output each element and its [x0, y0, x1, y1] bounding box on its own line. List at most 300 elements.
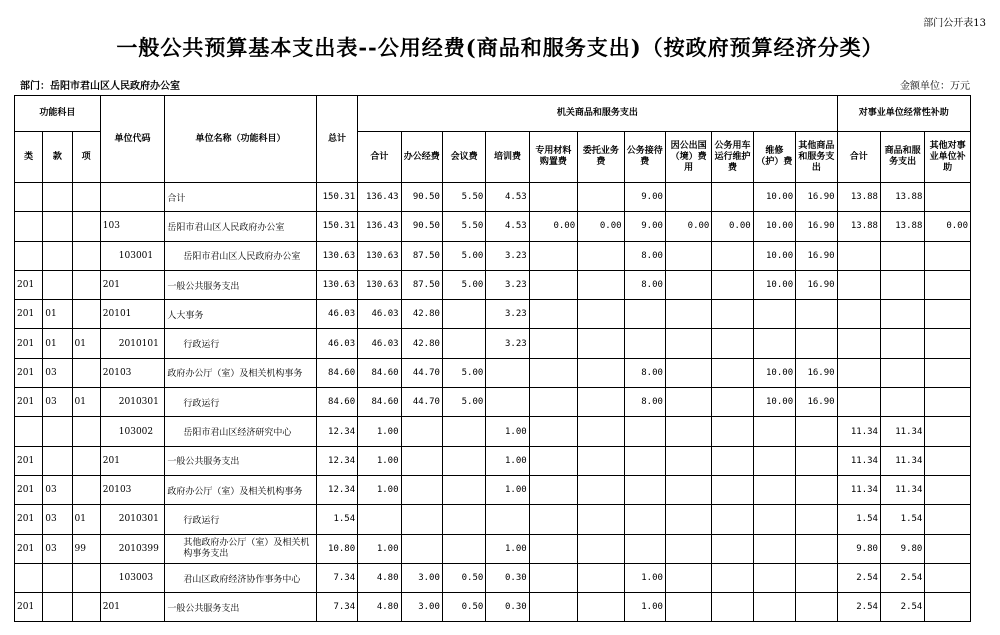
- cell-value: [624, 534, 665, 563]
- cell-name: 行政运行: [165, 388, 316, 417]
- cell-name: 人大事务: [165, 300, 316, 329]
- cell-value: [925, 417, 971, 446]
- cell-value: [529, 534, 577, 563]
- cell-lei: 201: [15, 300, 43, 329]
- cell-value: 4.80: [358, 593, 401, 622]
- cell-value: 10.80: [316, 534, 357, 563]
- cell-value: [486, 388, 529, 417]
- cell-xiang: 99: [72, 534, 100, 563]
- cell-name: 政府办公厅（室）及相关机构事务: [165, 475, 316, 504]
- cell-code: 2010101: [100, 329, 165, 358]
- cell-code: 103002: [100, 417, 165, 446]
- cell-name: 行政运行: [165, 329, 316, 358]
- cell-value: [578, 505, 624, 534]
- cell-value: 4.53: [486, 212, 529, 241]
- cell-value: [753, 417, 795, 446]
- cell-value: 46.03: [316, 300, 357, 329]
- cell-value: 2.54: [880, 563, 924, 592]
- cell-value: [665, 329, 711, 358]
- table-row: [15, 593, 971, 622]
- cell-value: 136.43: [358, 212, 401, 241]
- cell-value: [665, 563, 711, 592]
- cell-value: [624, 329, 665, 358]
- cell-value: [665, 358, 711, 387]
- cell-kuan: [43, 183, 72, 212]
- cell-value: [358, 505, 401, 534]
- cell-value: 2.54: [837, 563, 880, 592]
- cell-value: [401, 446, 442, 475]
- header-col: 培训费: [486, 132, 529, 183]
- cell-value: 16.90: [796, 270, 837, 299]
- cell-value: 16.90: [796, 183, 837, 212]
- table-row: [15, 270, 971, 299]
- cell-kuan: 01: [43, 300, 72, 329]
- header-lei: 类: [15, 132, 43, 183]
- table-row: [15, 475, 971, 504]
- cell-value: 5.00: [442, 358, 485, 387]
- cell-value: [925, 593, 971, 622]
- cell-code: [100, 183, 165, 212]
- cell-value: [529, 505, 577, 534]
- cell-value: [529, 446, 577, 475]
- cell-value: 10.00: [753, 241, 795, 270]
- cell-value: 10.00: [753, 212, 795, 241]
- cell-lei: 201: [15, 593, 43, 622]
- cell-value: [712, 329, 753, 358]
- cell-value: 0.30: [486, 563, 529, 592]
- header-col: 公务用车运行维护费: [712, 132, 753, 183]
- cell-lei: 201: [15, 388, 43, 417]
- header-col: 公务接待费: [624, 132, 665, 183]
- cell-value: 130.63: [316, 241, 357, 270]
- cell-value: 1.54: [880, 505, 924, 534]
- cell-kuan: [43, 446, 72, 475]
- cell-value: [837, 358, 880, 387]
- table-row: [15, 388, 971, 417]
- cell-value: 11.34: [837, 417, 880, 446]
- cell-xiang: [72, 358, 100, 387]
- header-code: 单位代码: [100, 96, 165, 183]
- cell-value: [753, 329, 795, 358]
- cell-value: 130.63: [316, 270, 357, 299]
- cell-code: 103: [100, 212, 165, 241]
- cell-value: [442, 446, 485, 475]
- cell-value: 5.00: [442, 270, 485, 299]
- header-total: 总计: [316, 96, 357, 183]
- cell-value: 1.00: [624, 593, 665, 622]
- cell-kuan: 03: [43, 388, 72, 417]
- cell-code: 20101: [100, 300, 165, 329]
- cell-value: 150.31: [316, 183, 357, 212]
- cell-value: [624, 505, 665, 534]
- cell-value: [796, 446, 837, 475]
- cell-name: 岳阳市君山区经济研究中心: [165, 417, 316, 446]
- header-col: 委托业务费: [578, 132, 624, 183]
- cell-value: 4.80: [358, 563, 401, 592]
- cell-value: [925, 270, 971, 299]
- cell-value: 9.80: [880, 534, 924, 563]
- cell-code: 2010399: [100, 534, 165, 563]
- cell-lei: [15, 212, 43, 241]
- cell-kuan: 01: [43, 329, 72, 358]
- cell-xiang: [72, 212, 100, 241]
- cell-value: 1.00: [358, 446, 401, 475]
- cell-xiang: [72, 241, 100, 270]
- cell-kuan: [43, 270, 72, 299]
- cell-value: 130.63: [358, 270, 401, 299]
- cell-value: 5.50: [442, 212, 485, 241]
- cell-value: 0.00: [529, 212, 577, 241]
- cell-value: [665, 417, 711, 446]
- cell-value: 1.54: [316, 505, 357, 534]
- cell-code: 103003: [100, 563, 165, 592]
- cell-value: 1.00: [358, 475, 401, 504]
- page-title: 一般公共预算基本支出表--公用经费(商品和服务支出)（按政府预算经济分类）: [116, 35, 884, 60]
- cell-name: 一般公共服务支出: [165, 270, 316, 299]
- cell-value: 9.00: [624, 212, 665, 241]
- cell-value: [880, 300, 924, 329]
- cell-value: [925, 475, 971, 504]
- cell-value: [880, 388, 924, 417]
- cell-kuan: 03: [43, 358, 72, 387]
- cell-value: [442, 475, 485, 504]
- header-kuan: 款: [43, 132, 72, 183]
- cell-lei: [15, 241, 43, 270]
- header-jiguan: 机关商品和服务支出: [358, 96, 837, 132]
- cell-value: [712, 563, 753, 592]
- cell-value: 44.70: [401, 388, 442, 417]
- cell-value: [712, 241, 753, 270]
- cell-code: 20103: [100, 475, 165, 504]
- cell-kuan: 03: [43, 534, 72, 563]
- cell-name: 一般公共服务支出: [165, 446, 316, 475]
- cell-value: [796, 417, 837, 446]
- cell-value: [837, 388, 880, 417]
- cell-value: 3.23: [486, 300, 529, 329]
- cell-value: [401, 505, 442, 534]
- cell-value: [880, 270, 924, 299]
- cell-value: [529, 417, 577, 446]
- cell-value: [665, 300, 711, 329]
- cell-value: [925, 241, 971, 270]
- cell-value: 3.00: [401, 593, 442, 622]
- header-col: 因公出国（境）费用: [665, 132, 711, 183]
- cell-value: [578, 475, 624, 504]
- cell-value: [578, 534, 624, 563]
- cell-name: 君山区政府经济协作事务中心: [165, 563, 316, 592]
- cell-value: [796, 475, 837, 504]
- table-number: 部门公开表13: [923, 18, 986, 29]
- cell-value: [753, 563, 795, 592]
- cell-value: [442, 300, 485, 329]
- cell-value: 42.80: [401, 329, 442, 358]
- cell-value: 16.90: [796, 388, 837, 417]
- cell-value: 1.00: [358, 417, 401, 446]
- cell-value: [578, 300, 624, 329]
- cell-value: 0.30: [486, 593, 529, 622]
- cell-code: 20103: [100, 358, 165, 387]
- cell-value: 10.00: [753, 183, 795, 212]
- cell-value: 11.34: [880, 417, 924, 446]
- cell-value: 5.00: [442, 241, 485, 270]
- cell-value: 150.31: [316, 212, 357, 241]
- header-col: 会议费: [442, 132, 485, 183]
- cell-kuan: 03: [43, 475, 72, 504]
- cell-value: [578, 358, 624, 387]
- cell-value: [578, 183, 624, 212]
- cell-value: [796, 329, 837, 358]
- cell-value: 11.34: [880, 446, 924, 475]
- cell-value: [578, 446, 624, 475]
- cell-value: [665, 270, 711, 299]
- cell-value: 46.03: [358, 300, 401, 329]
- cell-value: 44.70: [401, 358, 442, 387]
- cell-xiang: 01: [72, 388, 100, 417]
- cell-value: [624, 475, 665, 504]
- cell-xiang: [72, 475, 100, 504]
- table-row: [15, 183, 971, 212]
- cell-value: [624, 446, 665, 475]
- cell-value: 87.50: [401, 270, 442, 299]
- cell-value: 84.60: [358, 388, 401, 417]
- cell-value: [665, 241, 711, 270]
- cell-value: [712, 183, 753, 212]
- cell-value: 1.00: [486, 475, 529, 504]
- cell-value: [925, 183, 971, 212]
- cell-value: 8.00: [624, 241, 665, 270]
- cell-value: [880, 241, 924, 270]
- cell-lei: 201: [15, 329, 43, 358]
- cell-value: [712, 417, 753, 446]
- cell-value: 11.34: [837, 446, 880, 475]
- cell-value: 46.03: [358, 329, 401, 358]
- cell-value: [665, 183, 711, 212]
- cell-value: [925, 388, 971, 417]
- cell-value: 7.34: [316, 563, 357, 592]
- cell-value: [925, 446, 971, 475]
- cell-value: [753, 505, 795, 534]
- cell-name: 一般公共服务支出: [165, 593, 316, 622]
- header-name: 单位名称（功能科目）: [165, 96, 316, 183]
- cell-lei: 201: [15, 534, 43, 563]
- cell-value: [837, 270, 880, 299]
- table-row: [15, 446, 971, 475]
- cell-value: 4.53: [486, 183, 529, 212]
- cell-value: [925, 505, 971, 534]
- cell-kuan: [43, 241, 72, 270]
- cell-value: 13.88: [837, 212, 880, 241]
- cell-value: [578, 388, 624, 417]
- table-row: [15, 505, 971, 534]
- cell-value: [837, 300, 880, 329]
- cell-value: [665, 475, 711, 504]
- cell-value: [442, 329, 485, 358]
- cell-value: 9.80: [837, 534, 880, 563]
- cell-value: 46.03: [316, 329, 357, 358]
- cell-lei: 201: [15, 505, 43, 534]
- cell-name: 岳阳市君山区人民政府办公室: [165, 241, 316, 270]
- cell-value: [712, 534, 753, 563]
- cell-value: 1.00: [486, 534, 529, 563]
- cell-value: 16.90: [796, 212, 837, 241]
- cell-kuan: [43, 563, 72, 592]
- cell-value: 3.23: [486, 329, 529, 358]
- cell-value: 42.80: [401, 300, 442, 329]
- cell-value: 16.90: [796, 358, 837, 387]
- cell-value: 0.50: [442, 593, 485, 622]
- cell-value: 0.00: [578, 212, 624, 241]
- cell-value: 13.88: [837, 183, 880, 212]
- header-col: 合计: [358, 132, 401, 183]
- cell-value: 12.34: [316, 417, 357, 446]
- cell-code: 201: [100, 446, 165, 475]
- cell-value: [753, 446, 795, 475]
- budget-table: [14, 95, 971, 622]
- table-row: [15, 417, 971, 446]
- cell-value: [624, 300, 665, 329]
- cell-value: [578, 563, 624, 592]
- header-col: 办公经费: [401, 132, 442, 183]
- cell-value: [401, 417, 442, 446]
- cell-value: [442, 534, 485, 563]
- cell-value: 5.00: [442, 388, 485, 417]
- cell-value: [796, 593, 837, 622]
- cell-xiang: [72, 183, 100, 212]
- cell-value: 90.50: [401, 212, 442, 241]
- cell-code: 103001: [100, 241, 165, 270]
- cell-value: 1.00: [358, 534, 401, 563]
- cell-lei: [15, 183, 43, 212]
- cell-value: [796, 300, 837, 329]
- header-col: 其他对事业单位补助: [925, 132, 971, 183]
- cell-value: [578, 270, 624, 299]
- cell-value: 13.88: [880, 212, 924, 241]
- cell-value: [712, 300, 753, 329]
- cell-value: [712, 475, 753, 504]
- cell-name: 政府办公厅（室）及相关机构事务: [165, 358, 316, 387]
- cell-value: [796, 505, 837, 534]
- cell-value: 2.54: [837, 593, 880, 622]
- amount-unit-label: 金额单位：万元: [900, 81, 970, 92]
- header-col: 其他商品和服务支出: [796, 132, 837, 183]
- cell-xiang: 01: [72, 329, 100, 358]
- cell-value: [712, 270, 753, 299]
- cell-value: 7.34: [316, 593, 357, 622]
- header-col: 合计: [837, 132, 880, 183]
- cell-value: 1.00: [486, 446, 529, 475]
- cell-value: [401, 534, 442, 563]
- cell-value: [578, 593, 624, 622]
- cell-value: 8.00: [624, 270, 665, 299]
- table-row: [15, 329, 971, 358]
- cell-value: 0.00: [925, 212, 971, 241]
- cell-value: [665, 593, 711, 622]
- cell-value: [529, 183, 577, 212]
- cell-value: 87.50: [401, 241, 442, 270]
- cell-value: [925, 300, 971, 329]
- cell-lei: [15, 417, 43, 446]
- cell-code: 2010301: [100, 505, 165, 534]
- cell-value: [442, 417, 485, 446]
- cell-value: [486, 358, 529, 387]
- cell-value: 90.50: [401, 183, 442, 212]
- cell-value: [753, 475, 795, 504]
- header-butie: 对事业单位经常性补助: [837, 96, 970, 132]
- cell-value: 3.00: [401, 563, 442, 592]
- cell-value: 11.34: [880, 475, 924, 504]
- cell-value: [529, 241, 577, 270]
- table-row: [15, 358, 971, 387]
- cell-value: 84.60: [316, 358, 357, 387]
- cell-xiang: [72, 300, 100, 329]
- cell-lei: 201: [15, 475, 43, 504]
- cell-value: [753, 534, 795, 563]
- cell-value: [925, 329, 971, 358]
- cell-value: 1.00: [624, 563, 665, 592]
- cell-xiang: [72, 270, 100, 299]
- table-row: [15, 563, 971, 592]
- cell-value: 5.50: [442, 183, 485, 212]
- cell-value: 13.88: [880, 183, 924, 212]
- cell-value: [529, 475, 577, 504]
- cell-value: 9.00: [624, 183, 665, 212]
- cell-value: [712, 505, 753, 534]
- cell-value: [442, 505, 485, 534]
- cell-value: [925, 563, 971, 592]
- cell-value: [880, 358, 924, 387]
- cell-lei: 201: [15, 446, 43, 475]
- cell-lei: 201: [15, 358, 43, 387]
- table-row: [15, 241, 971, 270]
- cell-value: 130.63: [358, 241, 401, 270]
- cell-value: 0.00: [665, 212, 711, 241]
- cell-kuan: [43, 593, 72, 622]
- header-col: 维修（护）费: [753, 132, 795, 183]
- cell-value: [712, 388, 753, 417]
- cell-value: 12.34: [316, 475, 357, 504]
- cell-value: 10.00: [753, 270, 795, 299]
- cell-value: 8.00: [624, 388, 665, 417]
- cell-value: [486, 505, 529, 534]
- cell-value: [529, 388, 577, 417]
- cell-value: [712, 446, 753, 475]
- cell-name: 岳阳市君山区人民政府办公室: [165, 212, 316, 241]
- cell-kuan: [43, 212, 72, 241]
- cell-value: [665, 446, 711, 475]
- cell-value: [665, 534, 711, 563]
- cell-xiang: [72, 563, 100, 592]
- cell-value: [665, 388, 711, 417]
- cell-xiang: [72, 593, 100, 622]
- header-col: 商品和服务支出: [880, 132, 924, 183]
- cell-value: [578, 241, 624, 270]
- header-col: 专用材料购置费: [529, 132, 577, 183]
- cell-value: 84.60: [316, 388, 357, 417]
- cell-xiang: [72, 446, 100, 475]
- cell-value: 12.34: [316, 446, 357, 475]
- table-row: [15, 534, 971, 563]
- cell-value: [796, 563, 837, 592]
- cell-value: [529, 270, 577, 299]
- cell-value: [624, 417, 665, 446]
- cell-value: [837, 241, 880, 270]
- table-row: [15, 300, 971, 329]
- cell-value: [529, 300, 577, 329]
- cell-value: 1.54: [837, 505, 880, 534]
- cell-xiang: [72, 417, 100, 446]
- cell-value: [401, 475, 442, 504]
- cell-name: 合计: [165, 183, 316, 212]
